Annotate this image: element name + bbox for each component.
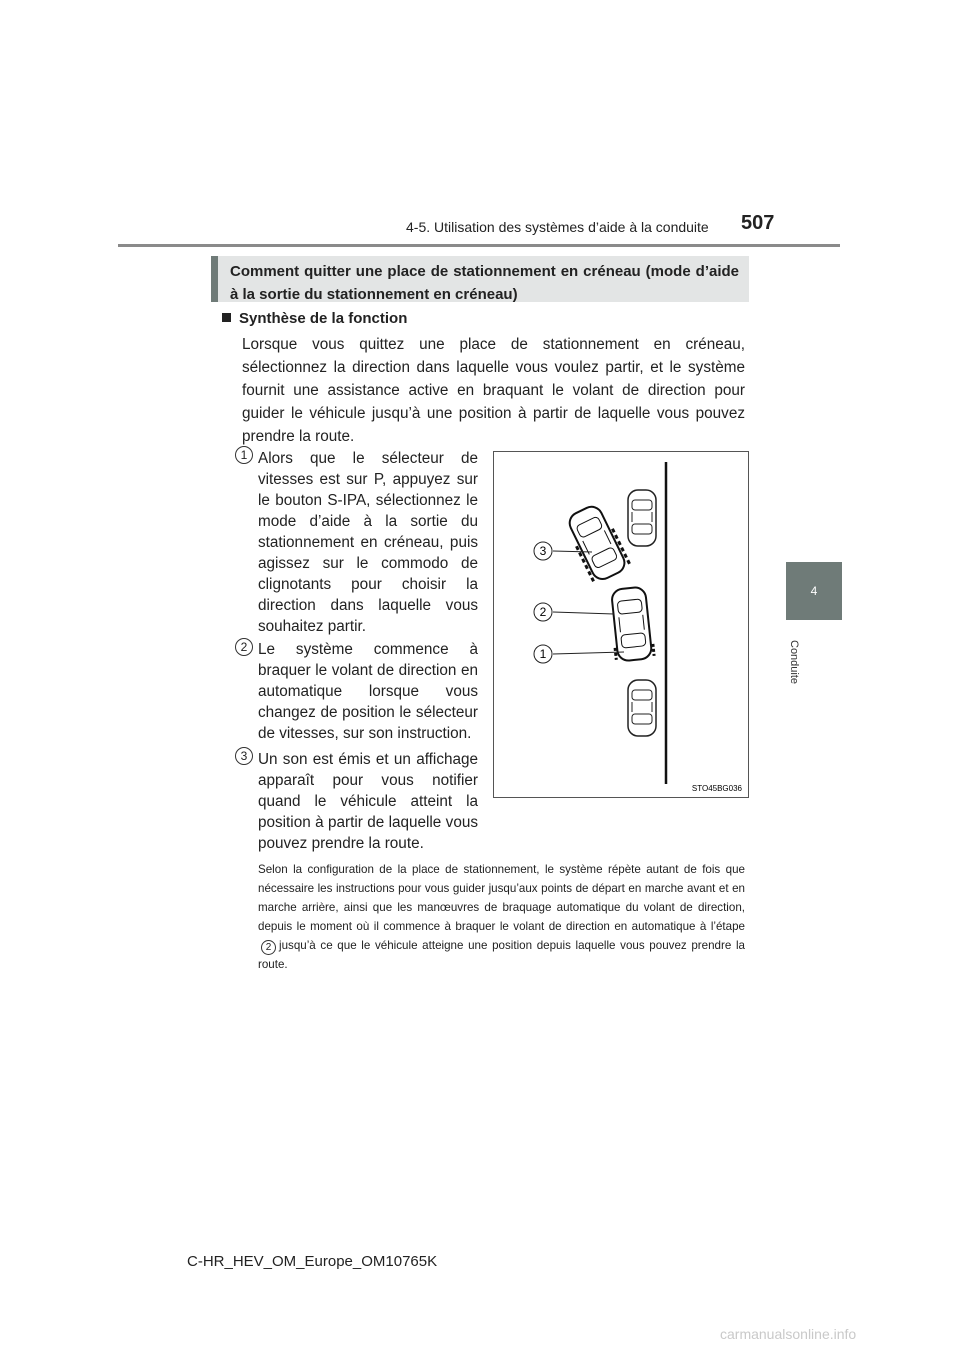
note-text-after: jusqu’à ce que le véhicule atteigne une position depuis laquelle vous pouvez prendre la route.: [258, 939, 745, 971]
callout-2: 2: [539, 605, 547, 619]
vehicle-position-start: [609, 586, 654, 662]
section-title: Comment quitter une place de stationnement en créneau (mode d’aide à la sortie du stationnement en créneau): [211, 256, 749, 302]
note-paragraph: [258, 860, 745, 974]
parking-figure: [493, 451, 749, 798]
figure-code: STO45BG036: [691, 784, 742, 793]
step-text-2: Le système commence à braquer le volant de direction en automatique lorsque vous changez de position le sélecteur de vitesses, sur son instruction.: [258, 641, 478, 742]
chapter-tab: 4: [786, 562, 842, 620]
subsection-heading: [222, 310, 407, 327]
parking-diagram: [494, 452, 748, 797]
subsection-title: Synthèse de la fonction: [239, 310, 408, 327]
vehicle-position-exit: [563, 502, 631, 584]
subsection-paragraph: Lorsque vous quittez une place de stationnement en créneau, sélectionnez la direction dans laquelle vous voulez partir, et le système fournit une assistance active en braquant le volant de direction pour guider le véhicule jusqu’à une position à partir de laquelle vous pouvez prendre la route.: [242, 336, 745, 445]
step-text-1: Alors que le sélecteur de vitesses est sur P, appuyez sur le bouton S-IPA, sélectionnez le mode d’aide à la sortie du stationnement en créneau, puis agissez sur le commodo de clignotants pour choisir la direction dans laquelle vous souhaitez partir.: [258, 450, 478, 635]
page-number: 507: [741, 212, 775, 234]
leader-line-1: [553, 652, 624, 654]
note-text-before: Selon la configuration de la place de stationnement, le système répète autant de fois que nécessaire les instructions pour vous guider jusqu’aux points de départ en marche avant et en marche arrière, ainsi que les manœuvres de braquage automatique du volant de direction, depuis le moment où il commence à braquer le volant de direction en automatique à l’étape: [258, 863, 745, 933]
step-text-3: Un son est émis et un affichage apparaît pour vous notifier quand le véhicule atteint la position à partir de laquelle vous pouvez prendre la route.: [258, 751, 478, 852]
running-header-section: 4-5. Utilisation des systèmes d’aide à la conduite: [406, 219, 709, 235]
callout-1: 1: [539, 647, 547, 661]
step-number-3: 3: [235, 747, 253, 765]
square-bullet-icon: [222, 313, 231, 322]
step-number-2: 2: [235, 638, 253, 656]
note-step-ref: 2: [261, 940, 276, 955]
footer-doc-code: C-HR_HEV_OM_Europe_OM10765K: [187, 1253, 438, 1270]
header-rule: [118, 244, 840, 247]
callout-3: 3: [539, 544, 547, 558]
chapter-label: Conduite: [788, 639, 800, 685]
step-number-1: 1: [235, 446, 253, 464]
watermark: carmanualsonline.info: [720, 1326, 857, 1342]
parked-car-front: [628, 490, 656, 546]
leader-line-2: [553, 612, 614, 614]
parked-car-rear: [628, 680, 656, 736]
